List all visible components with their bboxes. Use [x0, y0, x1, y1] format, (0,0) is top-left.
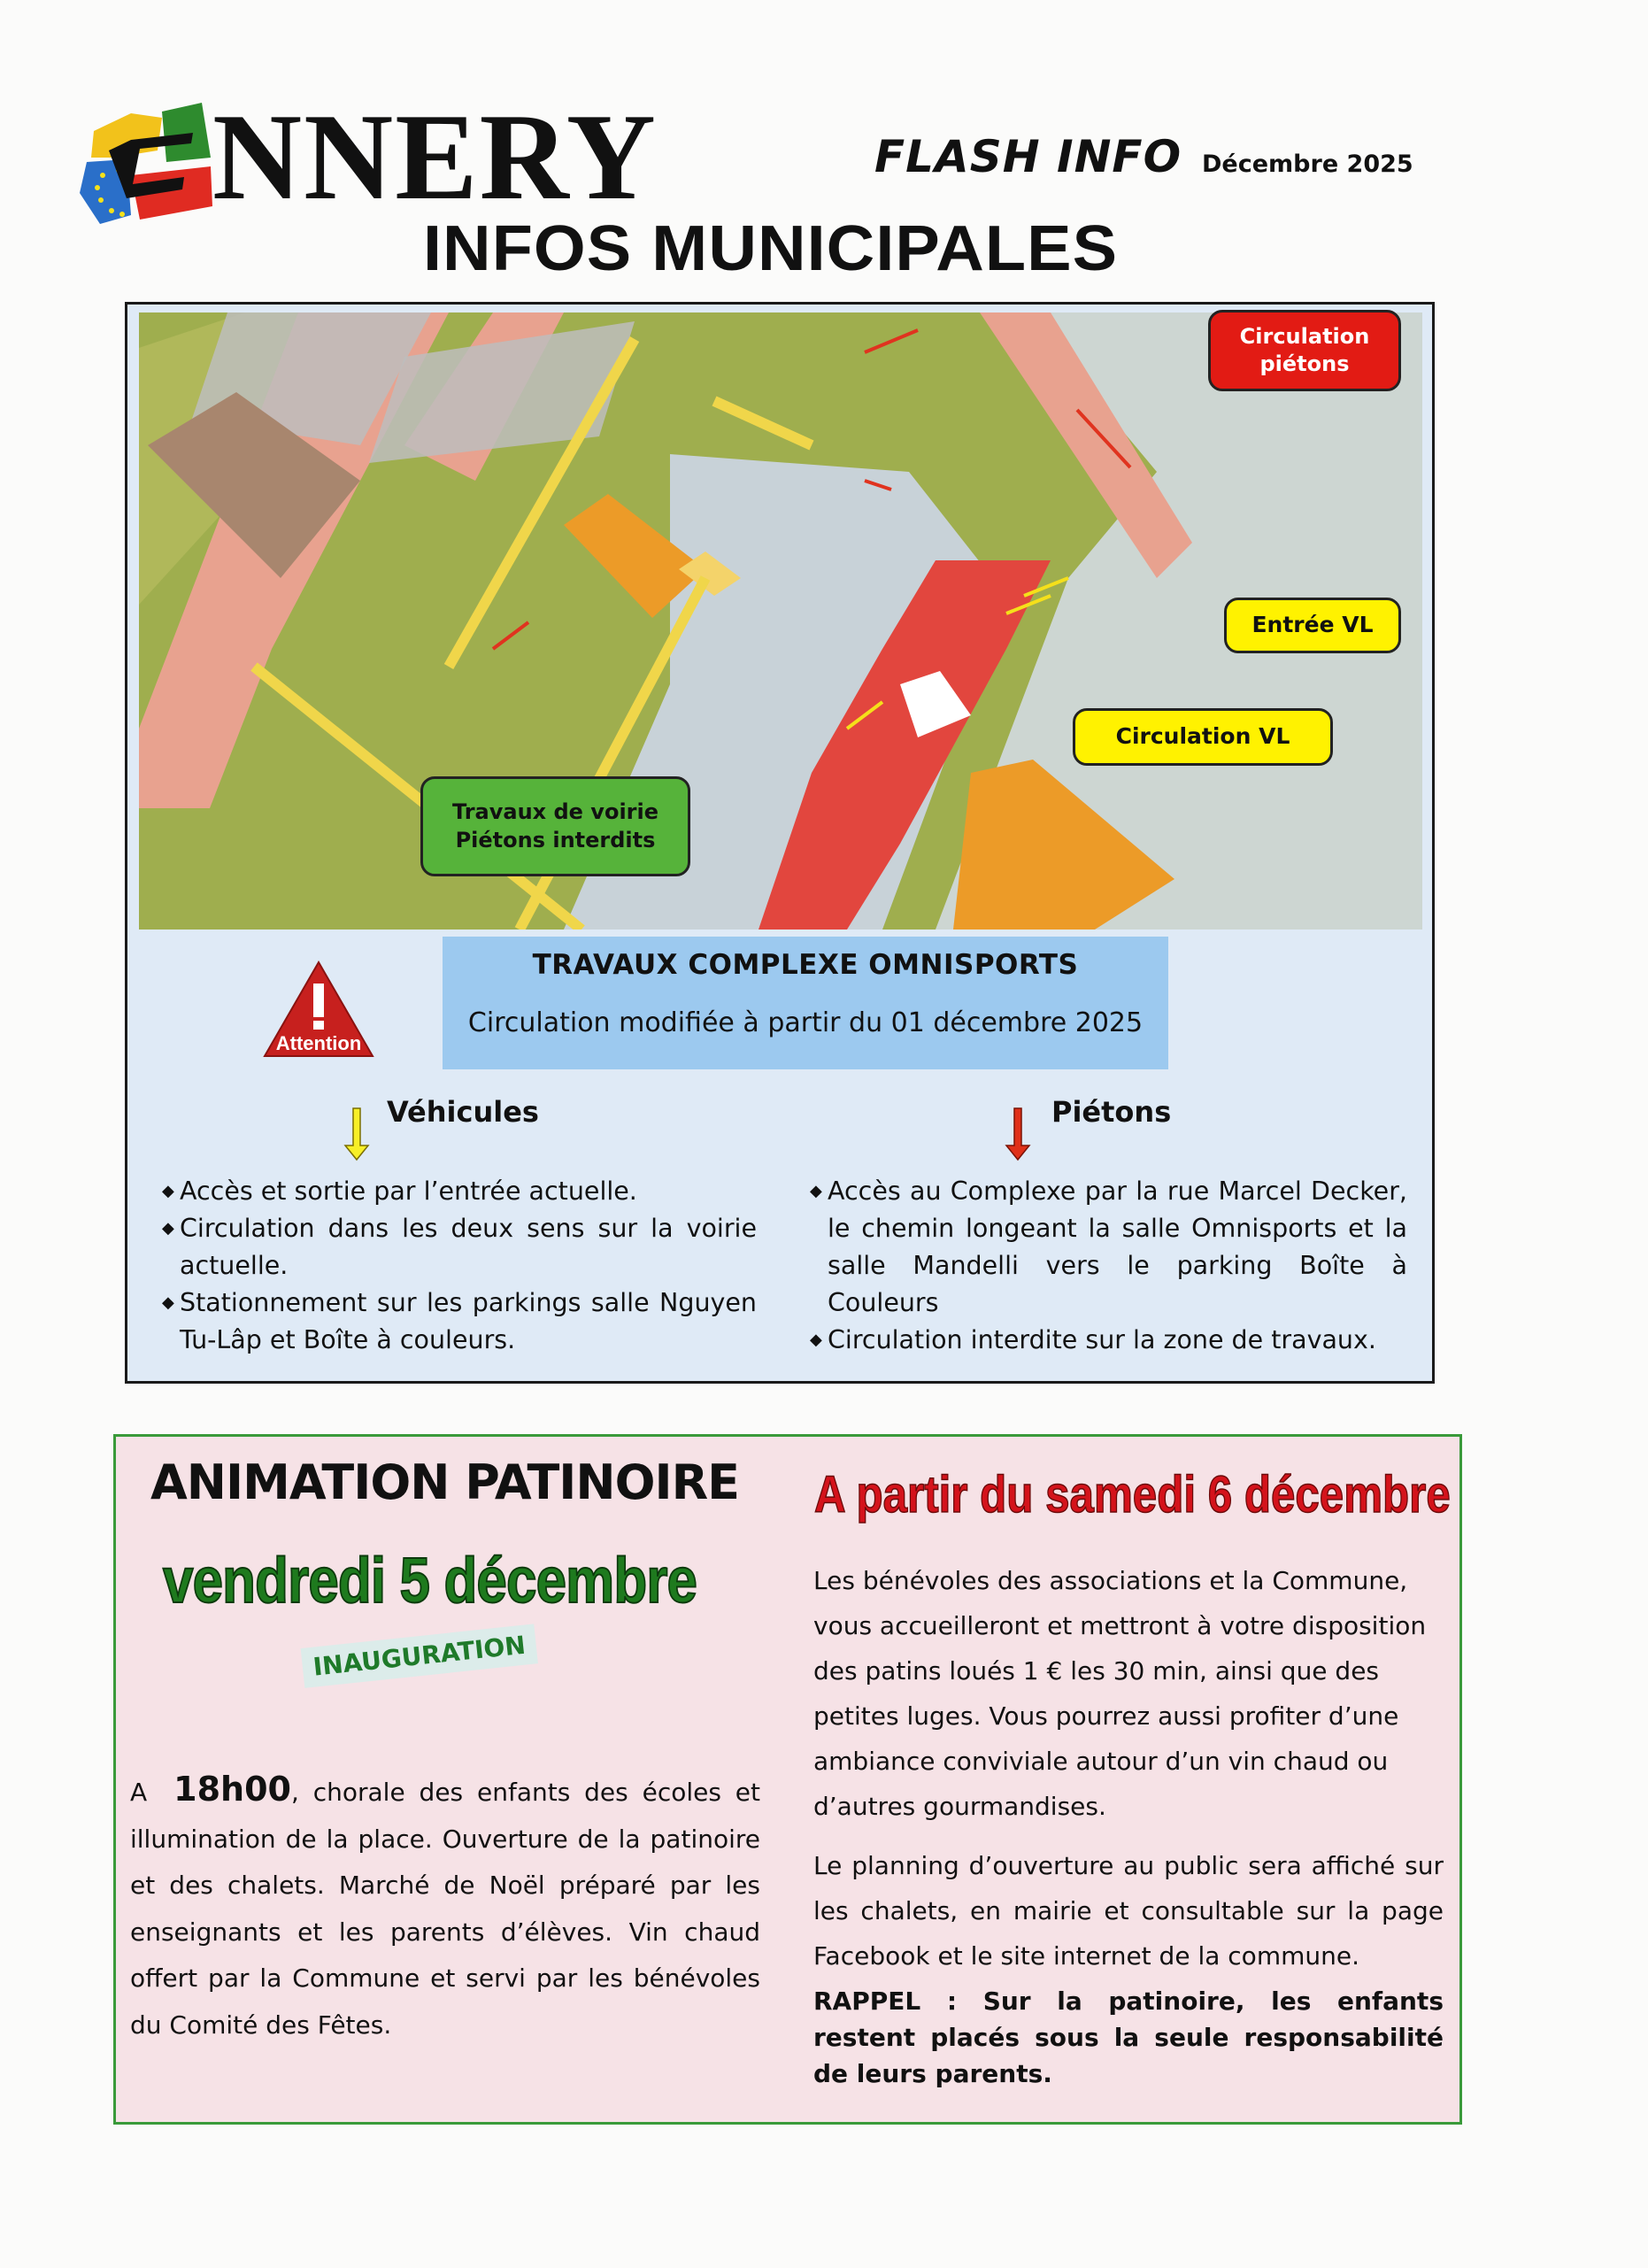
inauguration-badge: INAUGURATION — [301, 1624, 538, 1687]
list-item: ◆ Circulation interdite sur la zone de travaux. — [810, 1322, 1407, 1359]
callout-road-works-line2: Piétons interdits — [455, 827, 656, 852]
rental-paragraph: Les bénévoles des associations et la Commune, vous accueilleront et mettront à votre disposition des patins loués 1 € les 30 min, ainsi que des petites luges. Vous pourrez aussi profiter d’une ambiance conviviale autour d’un vin chaud ou d’autres gourmandises. — [813, 1566, 1427, 1821]
red-down-arrow-icon — [1005, 1107, 1031, 1161]
callout-pedestrian-circulation: Circulation piétons — [1208, 310, 1401, 391]
diamond-bullet-icon: ◆ — [162, 1182, 174, 1200]
brand-title: NNERY — [212, 89, 658, 226]
diamond-bullet-icon: ◆ — [810, 1182, 822, 1200]
vehicles-heading: Véhicules — [387, 1095, 539, 1129]
ennery-logo — [78, 96, 228, 228]
vehicles-list — [162, 1173, 757, 1359]
diamond-bullet-icon: ◆ — [162, 1219, 174, 1238]
page-subtitle: INFOS MUNICIPALES — [423, 213, 1119, 284]
callout-vehicle-circulation: Circulation VL — [1073, 708, 1333, 766]
event-time: 18h00 — [173, 1770, 291, 1809]
callout-road-works — [420, 776, 690, 876]
opening-date-title: A partir du samedi 6 décembre — [814, 1466, 1451, 1524]
pedestrians-heading: Piétons — [1051, 1095, 1172, 1129]
banner-subtitle: Circulation modifiée à partir du 01 décembre 2025 — [467, 1007, 1144, 1038]
diamond-bullet-icon: ◆ — [810, 1331, 822, 1349]
pedestrians-list — [810, 1173, 1407, 1359]
yellow-down-arrow-icon — [343, 1107, 370, 1161]
inauguration-description — [130, 1766, 760, 2048]
banner-title: TRAVAUX COMPLEXE OMNISPORTS — [532, 949, 1079, 981]
flash-info-label: FLASH INFO — [874, 131, 1182, 182]
callout-road-works-line1: Travaux de voirie — [451, 799, 659, 825]
body-text: , chorale des enfants des écoles et illumination de la place. Ouverture de la patinoire et des chalets. Marché de Noël préparé par les enseignants et les parents d’élèves. Vin chaud offert par la Commune et servi par les bénévoles du Comité des Fêtes. — [130, 1778, 760, 2040]
diamond-bullet-icon: ◆ — [162, 1293, 174, 1312]
body-prefix: A — [130, 1778, 148, 1807]
issue-date: Décembre 2025 — [1202, 150, 1413, 178]
inauguration-date: vendredi 5 décembre — [163, 1546, 697, 1616]
callout-vehicle-entrance: Entrée VL — [1224, 598, 1401, 653]
attention-label: Attention — [275, 1032, 362, 1054]
reminder-paragraph: RAPPEL : Sur la patinoire, les enfants restent placés sous la seule responsabilité de leurs parents. — [813, 1986, 1444, 2088]
list-item: ◆ Circulation dans les deux sens sur la voirie actuelle. — [162, 1210, 757, 1284]
list-item: ◆ Accès et sortie par l’entrée actuelle. — [162, 1173, 757, 1210]
schedule-paragraph: Le planning d’ouverture au public sera affiché sur les chalets, en mairie et consultable sur la page Facebook et le site internet de la commune. — [813, 1851, 1444, 1971]
patinoire-title: ANIMATION PATINOIRE — [150, 1454, 740, 1510]
attention-warning-icon — [261, 959, 376, 1061]
list-item: ◆ Accès au Complexe par la rue Marcel Decker, le chemin longeant la salle Omnisports et la salle Mandelli vers le parking Boîte à Couleurs — [810, 1173, 1407, 1322]
list-item: ◆ Stationnement sur les parkings salle Nguyen Tu-Lâp et Boîte à couleurs. — [162, 1284, 757, 1359]
